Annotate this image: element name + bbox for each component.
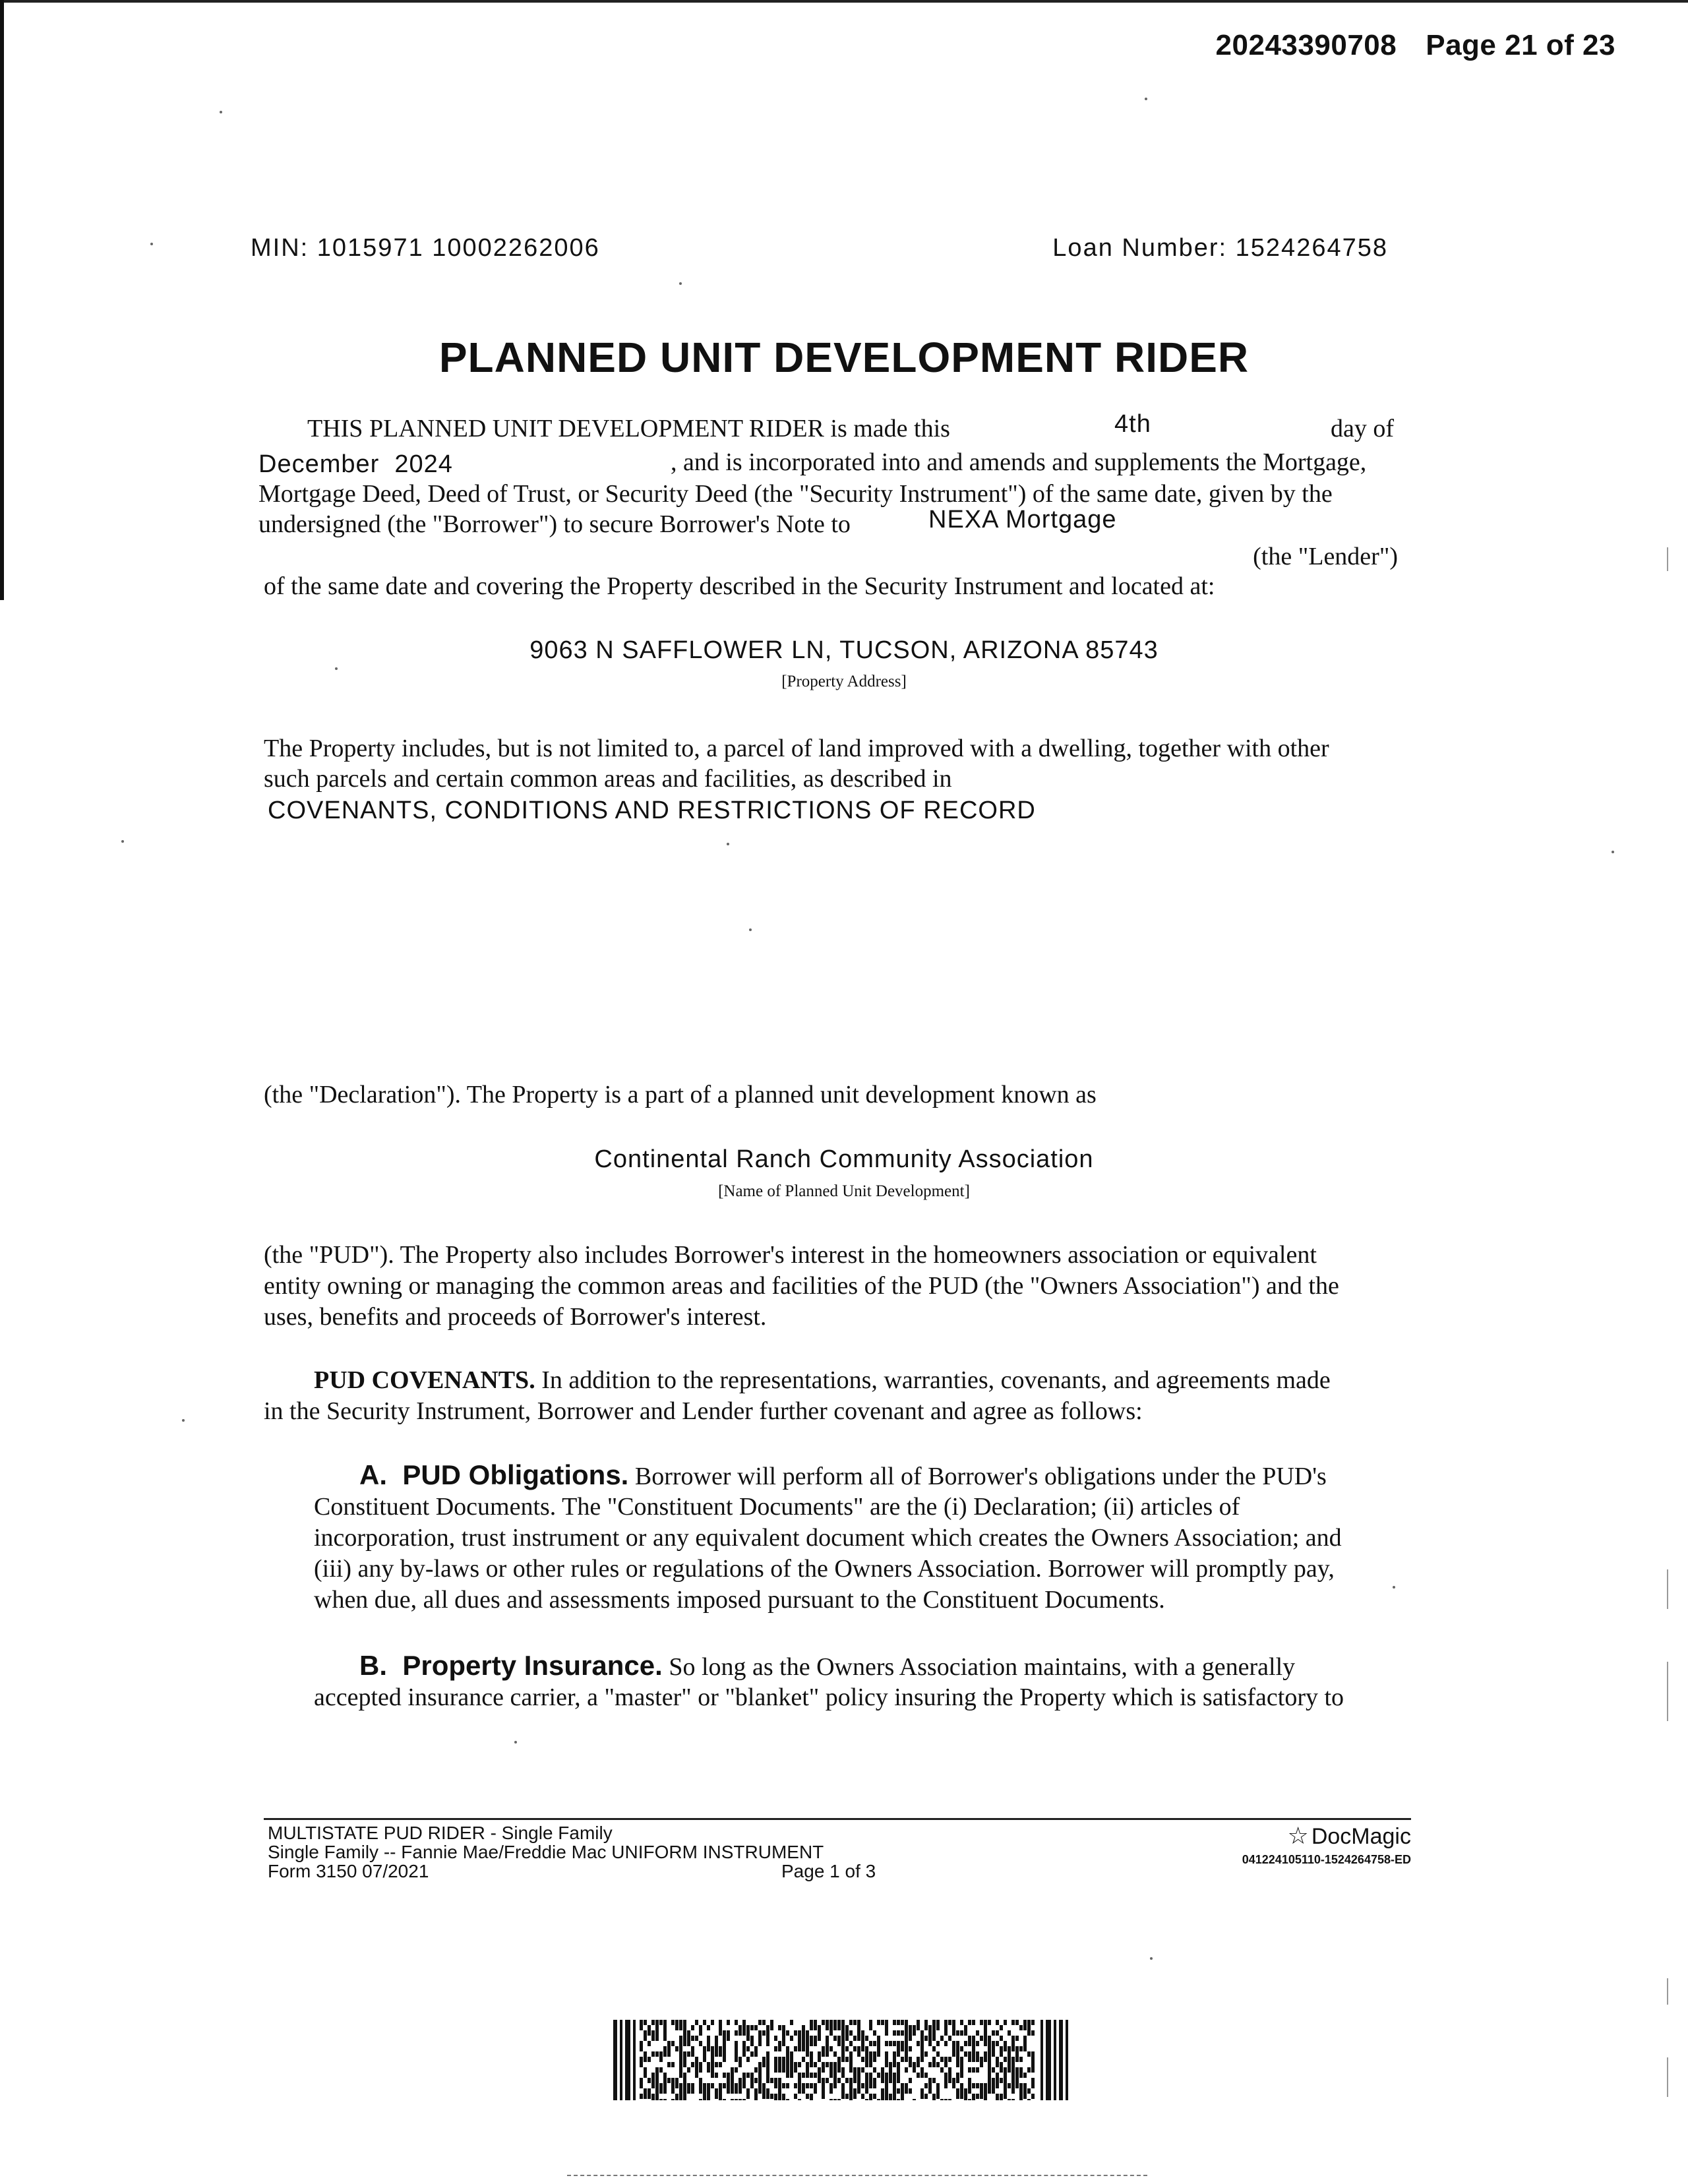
section-a-text-1: Borrower will perform all of Borrower's obligations under the PUD's	[628, 1463, 1327, 1490]
docmagic-brand	[1288, 1822, 1411, 1850]
intro-line-1: THIS PLANNED UNIT DEVELOPMENT RIDER is made this	[307, 415, 950, 442]
covenants-text-1: In addition to the representations, warranties, covenants, and agreements made	[535, 1366, 1331, 1394]
section-a-heading: A. PUD Obligations.	[359, 1459, 629, 1490]
scan-speck	[150, 243, 153, 245]
scan-speck	[182, 1419, 185, 1422]
recording-number: 20243390708	[1215, 29, 1397, 61]
document-title: PLANNED UNIT DEVELOPMENT RIDER	[438, 334, 1250, 381]
section-a-line-1	[359, 1459, 1327, 1492]
pud-line-2: entity owning or managing the common areas and facilities of the PUD (the "Owners Association") and the	[264, 1272, 1339, 1300]
barcode-icon	[613, 2020, 1068, 2100]
scan-speck	[1145, 98, 1147, 100]
scan-speck	[727, 843, 729, 845]
footer-form-name: MULTISTATE PUD RIDER - Single Family	[268, 1823, 613, 1843]
section-a-line-5: when due, all dues and assessments imposed pursuant to the Constituent Documents.	[314, 1586, 1165, 1614]
intro-day: 4th	[1114, 410, 1151, 438]
pud-line-1: (the "PUD"). The Property also includes Borrower's interest in the homeowners association or equivalent	[264, 1241, 1317, 1269]
section-a-line-4: (iii) any by-laws or other rules or regulations of the Owners Association. Borrower will promptly pay,	[314, 1555, 1335, 1583]
section-a-line-2: Constituent Documents. The "Constituent Documents" are the (i) Declaration; (ii) articles of	[314, 1493, 1240, 1521]
scan-speck	[749, 928, 752, 931]
intro-line-2: , and is incorporated into and amends and supplements the Mortgage,	[671, 448, 1367, 476]
top-border	[0, 0, 1688, 3]
scan-edge-mark	[1667, 1978, 1668, 2005]
covenants-line-2: in the Security Instrument, Borrower and Lender further covenant and agree as follows:	[264, 1397, 1143, 1425]
scan-edge	[0, 0, 4, 600]
star-icon: ☆	[1287, 1822, 1309, 1849]
scan-edge-mark	[1667, 547, 1668, 571]
intro-line-3: Mortgage Deed, Deed of Trust, or Security Deed (the "Security Instrument") of the same date, given by the	[258, 480, 1333, 508]
scan-edge-mark	[1667, 2057, 1668, 2097]
declaration-name: COVENANTS, CONDITIONS AND RESTRICTIONS OF RECORD	[268, 797, 1036, 824]
recording-header	[1216, 29, 1615, 62]
scan-speck	[121, 840, 124, 843]
scan-speck	[679, 282, 682, 285]
pud-intro-line: (the "Declaration"). The Property is a part of a planned unit development known as	[264, 1081, 1097, 1108]
pud-line-3: uses, benefits and proceeds of Borrower's interest.	[264, 1303, 767, 1331]
intro-line-4: undersigned (the "Borrower") to secure Borrower's Note to	[258, 510, 851, 538]
bottom-scan-line	[567, 2175, 1147, 2176]
section-b-line-1	[359, 1650, 1295, 1683]
lender-tag: (the "Lender")	[1253, 543, 1398, 570]
loan-number: Loan Number: 1524264758	[1052, 234, 1388, 262]
scan-speck	[220, 111, 222, 113]
section-b-text-1: So long as the Owners Association maintains, with a generally	[662, 1653, 1296, 1681]
footer-instrument: Single Family -- Fannie Mae/Freddie Mac UNIFORM INSTRUMENT	[268, 1842, 824, 1862]
scan-speck	[514, 1741, 517, 1744]
document-code: 041224105110-1524264758-ED	[1242, 1853, 1411, 1866]
scan-speck	[1150, 1957, 1153, 1960]
intro-day-of: day of	[1331, 415, 1395, 442]
intro-line-5: of the same date and covering the Property described in the Security Instrument and located at:	[264, 572, 1215, 600]
covenants-line-1	[314, 1365, 1331, 1396]
scan-speck	[335, 667, 338, 670]
pud-name: Continental Ranch Community Association	[594, 1145, 1094, 1173]
footer-form-number: Form 3150 07/2021	[268, 1861, 429, 1881]
footer-page: Page 1 of 3	[781, 1861, 876, 1881]
pud-name-caption: [Name of Planned Unit Development]	[718, 1182, 970, 1200]
recording-page: Page 21 of 23	[1426, 29, 1615, 61]
property-address-caption: [Property Address]	[781, 673, 907, 690]
includes-line-1: The Property includes, but is not limited to, a parcel of land improved with a dwelling, together with other	[264, 735, 1329, 762]
min-number: MIN: 1015971 10002262006	[251, 234, 600, 262]
covenants-heading: PUD COVENANTS.	[314, 1366, 535, 1394]
intro-month-year: December 2024	[258, 450, 453, 478]
lender-name: NEXA Mortgage	[928, 506, 1117, 533]
scan-speck	[1612, 851, 1614, 853]
footer-rule	[264, 1818, 1411, 1820]
property-address: 9063 N SAFFLOWER LN, TUCSON, ARIZONA 85743	[529, 636, 1159, 664]
section-b-line-2: accepted insurance carrier, a "master" or "blanket" policy insuring the Property which is satisfactory to	[314, 1684, 1344, 1711]
scan-edge-mark	[1667, 1569, 1668, 1609]
includes-line-2: such parcels and certain common areas and facilities, as described in	[264, 765, 952, 793]
scan-speck	[1393, 1586, 1395, 1589]
scan-edge-mark	[1667, 1662, 1668, 1721]
section-a-line-3: incorporation, trust instrument or any equivalent document which creates the Owners Association; and	[314, 1524, 1342, 1552]
section-b-heading: B. Property Insurance.	[359, 1650, 663, 1681]
docmagic-label: DocMagic	[1311, 1824, 1411, 1849]
